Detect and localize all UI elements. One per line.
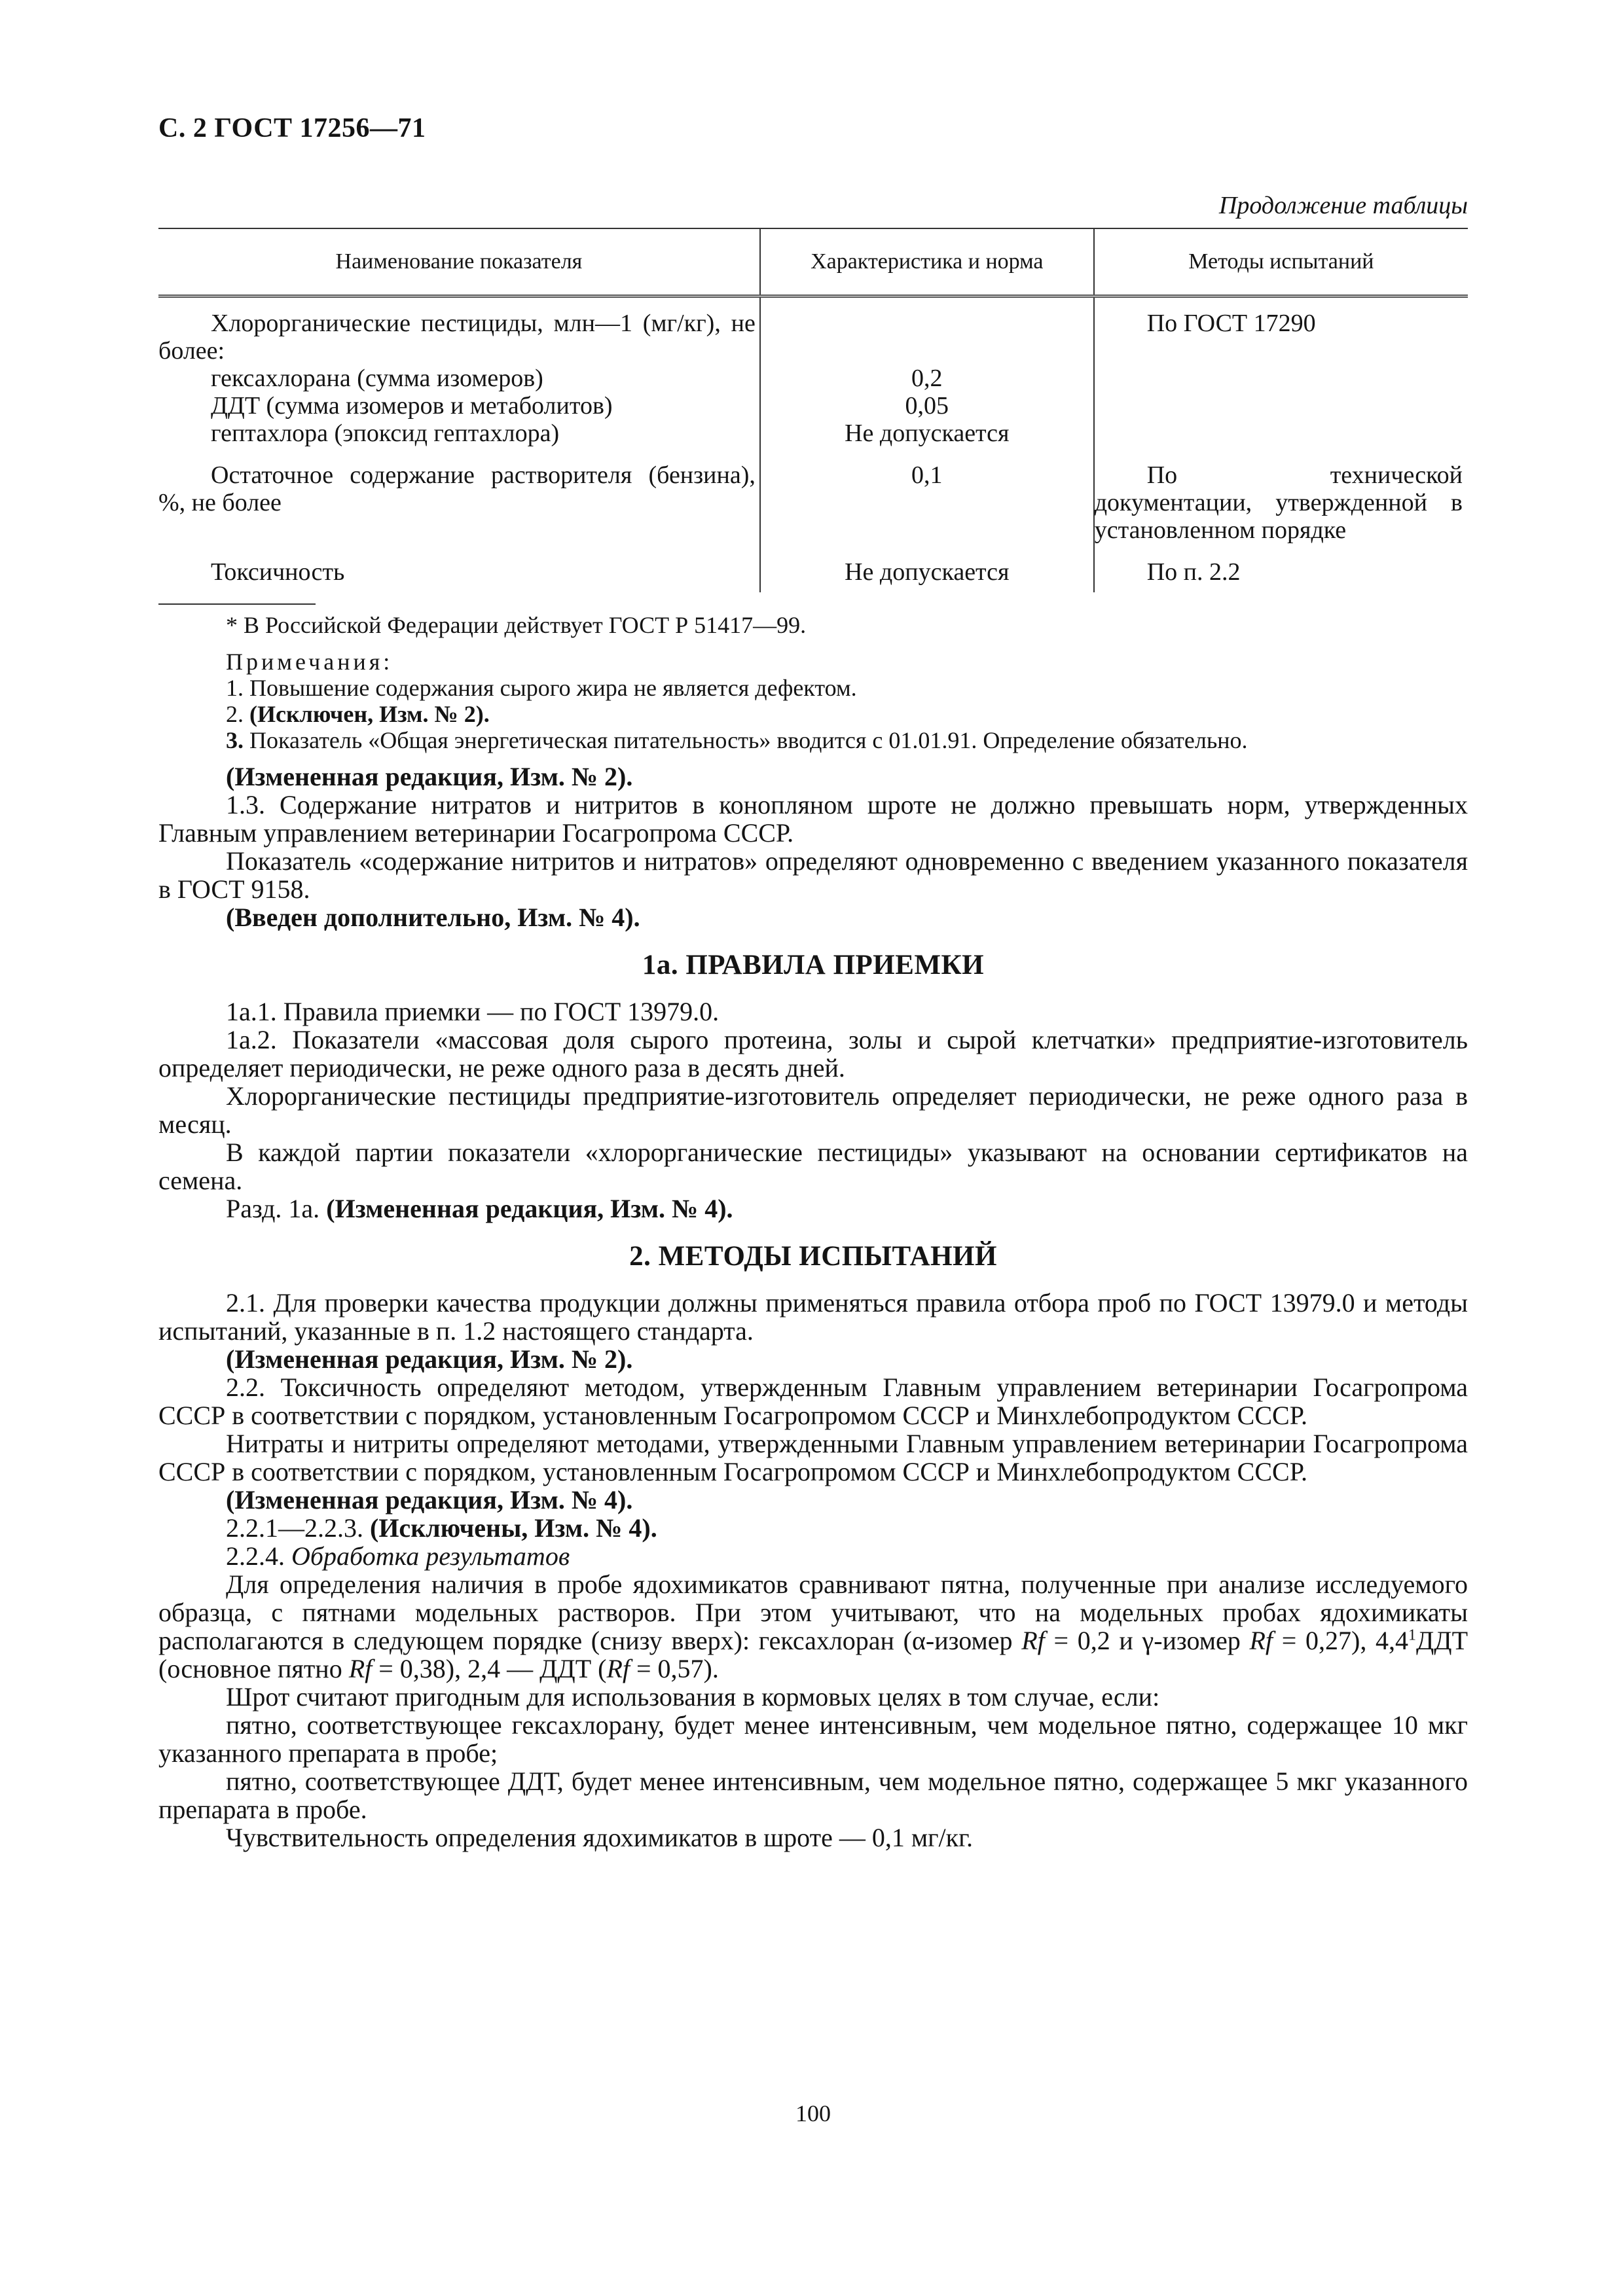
cell-subname: гептахлора (эпоксид гептахлора) (211, 420, 560, 447)
footnote: * В Российской Федерации действует ГОСТ Р 51417—99. (226, 612, 807, 638)
cell-name: Хлорорганические пестициды, млн—1 (мг/кг), не более: (158, 310, 756, 365)
cell-value: 0,1 (911, 461, 943, 489)
column-header-name: Наименование показателя (158, 228, 760, 296)
cell-subname: гексахлорана (сумма изомеров) (211, 365, 543, 392)
cell-name: Остаточное содержание растворителя (бензина), %, не более (158, 461, 756, 516)
cell-name: Токсичность (211, 558, 345, 586)
paragraph: Показатель «содержание нитритов и нитратов» определяют одновременно с введением указанного показателя в ГОСТ 9158. (158, 846, 1468, 904)
table-row (158, 296, 1468, 448)
cell-value: 0,05 (905, 392, 949, 420)
paragraph: Для определения наличия в пробе ядохимикатов сравнивают пятна, полученные при анализе исследуемого образца, с пятнами модельных растворов. При этом учитывают, что на модельных пробах ядохимикаты располагаются в следующем порядке (снизу вверх): гексахлоран (α-изомер Rf = 0,2 и γ-изомер Rf = 0,27), $4,4^1ДДТ$ (основное пятно Rf = 0,38), 2,4 — ДДТ (Rf = 0,57). (158, 1570, 1468, 1683)
note-item: 3. Показатель «Общая энергетическая питательность» вводится с 01.01.91. Определение обязательно. (226, 727, 1248, 753)
section-heading: 1а. ПРАВИЛА ПРИЕМКИ (642, 950, 985, 980)
column-header-norm: Характеристика и норма (760, 228, 1094, 296)
paragraph: Нитраты и нитриты определяют методами, утвержденными Главным управлением ветеринарии Госагропрома СССР в соответствии с порядком, установленным Госагропромом СССР и Минхлебопродуктом СССР. (158, 1429, 1468, 1486)
notes-title: Примечания: (226, 649, 393, 675)
cell-method: По ГОСТ 17290 (1146, 310, 1316, 337)
footnote-divider (158, 603, 316, 605)
paragraph: Шрот считают пригодным для использования в кормовых целях в том случае, если: (226, 1682, 1160, 1712)
cell-method: По п. 2.2 (1146, 558, 1241, 586)
amendment-note: (Измененная редакция, Изм. № 2). (226, 762, 633, 791)
table-row (158, 544, 1468, 592)
column-header-methods: Методы испытаний (1094, 228, 1468, 296)
paragraph: В каждой партии показатели «хлорорганические пестициды» указывают на основании сертификатов на семена. (158, 1138, 1468, 1195)
page-header: С. 2 ГОСТ 17256—71 (158, 113, 426, 143)
cell-value: 0,2 (911, 365, 943, 392)
amendment-note: (Измененная редакция, Изм. № 2). (226, 1344, 633, 1374)
section-heading: 2. МЕТОДЫ ИСПЫТАНИЙ (629, 1241, 997, 1272)
paragraph: пятно, соответствующее ДДТ, будет менее интенсивным, чем модельное пятно, содержащее 5 мкг указанного препарата в пробе. (158, 1767, 1468, 1824)
cell-method: По технической документации, утвержденной в установленном порядке (1094, 461, 1463, 544)
table-continuation-label: Продолжение таблицы (1218, 192, 1468, 219)
paragraph: 2.1. Для проверки качества продукции должны применяться правила отбора проб по ГОСТ 13979.0 и методы испытаний, указанные в п. 1.2 настоящего стандарта. (158, 1288, 1468, 1346)
paragraph: 1а.1. Правила приемки — по ГОСТ 13979.0. (226, 997, 720, 1026)
amendment-note: (Измененная редакция, Изм. № 4). (226, 1485, 633, 1515)
amendment-note: (Введен дополнительно, Изм. № 4). (226, 903, 640, 932)
note-item: 2. (Исключен, Изм. № 2). (226, 701, 490, 727)
document-body (158, 612, 1468, 1852)
paragraph: 2.2. Токсичность определяют методом, утвержденным Главным управлением ветеринарии Госагропрома СССР в соответствии с порядком, установленным Госагропромом СССР и Минхлебопродуктом СССР. (158, 1372, 1468, 1430)
paragraph: 1.3. Содержание нитратов и нитритов в конопляном шроте не должно превышать норм, утвержденных Главным управлением ветеринарии Госагропрома СССР. (158, 790, 1468, 848)
paragraph: Чувствительность определения ядохимикатов в шроте — 0,1 мг/кг. (226, 1823, 973, 1852)
paragraph: Хлорорганические пестициды предприятие-изготовитель определяет периодически, не реже одного раза в месяц. (158, 1081, 1468, 1139)
table-row (158, 447, 1468, 544)
note-item: 1. Повышение содержания сырого жира не является дефектом. (226, 675, 857, 701)
cell-subname: ДДТ (сумма изомеров и метаболитов) (211, 392, 613, 420)
cell-value: Не допускается (845, 420, 1010, 447)
specs-table (158, 228, 1468, 592)
amendment-note: Разд. 1а. (Измененная редакция, Изм. № 4). (226, 1194, 733, 1223)
paragraph: пятно, соответствующее гексахлорану, будет менее интенсивным, чем модельное пятно, содержащее 10 мкг указанного препарата в пробе; (158, 1710, 1468, 1768)
table-header-row (158, 228, 1468, 296)
cell-value: Не допускается (845, 558, 1010, 586)
document-page (158, 0, 1468, 2296)
paragraph: 2.2.1—2.2.3. (Исключены, Изм. № 4). (226, 1513, 657, 1543)
page-number: 100 (795, 2100, 831, 2126)
paragraph: 1а.2. Показатели «массовая доля сырого протеина, золы и сырой клетчатки» предприятие-изготовитель определяет периодически, не реже одного раза в десять дней. (158, 1025, 1468, 1083)
subsection-title: 2.2.4. Обработка результатов (226, 1541, 570, 1571)
